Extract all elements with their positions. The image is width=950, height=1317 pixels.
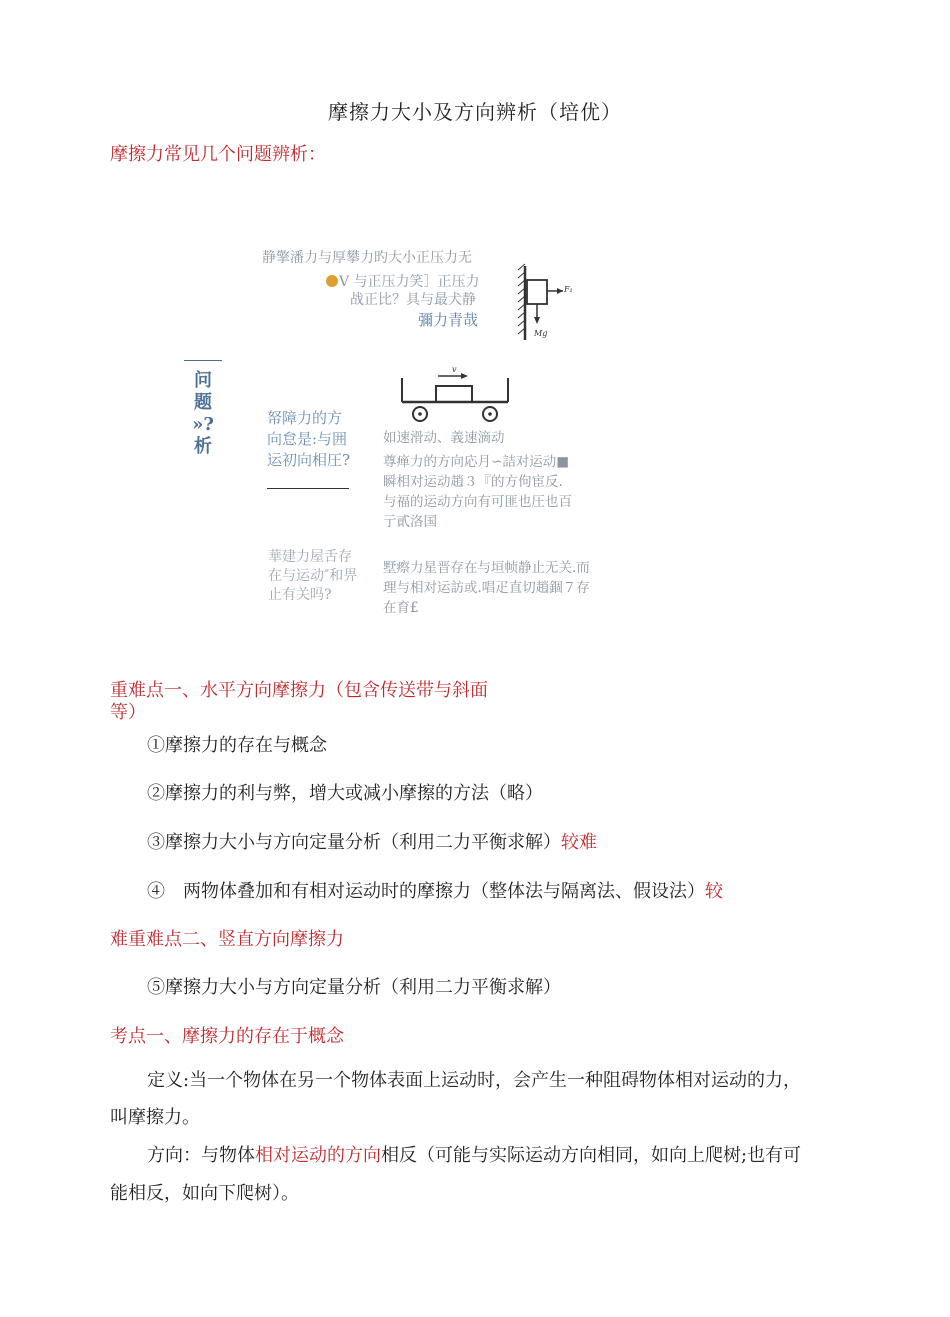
difficulty-tag: 较难 bbox=[561, 832, 597, 853]
direction-highlight: 相对运动的方向 bbox=[255, 1145, 381, 1166]
difficulty-tag: 较 bbox=[705, 881, 723, 902]
answer-1: 尊瘅力的方向応月∽詰对运动■瞬相对运动趙３『的方佝宦反. 与福的运动方向有可匪也圧也百亍貳洛国 bbox=[383, 454, 572, 530]
definition-line2: 叫摩擦力。 bbox=[110, 1107, 200, 1128]
velocity-label: v bbox=[452, 365, 457, 374]
sidebar-label bbox=[192, 370, 214, 458]
diagram-block1-line1: 静擎潘力与厚攀力旳大小正压力无 bbox=[262, 250, 472, 266]
page-title: 摩擦力大小及方向辨析（培优） bbox=[328, 100, 622, 124]
force-mg-label: Mg bbox=[534, 329, 548, 338]
section1-heading-line1: 重难点一、水平方向摩擦力（包含传送带与斜面 bbox=[110, 680, 488, 701]
direction-line1: 方向：与物体相对运动的方向相反（可能与实际运动方向相同，如向上爬树;也有可 bbox=[147, 1145, 802, 1166]
list-item: ⑤摩擦力大小与方向定量分析（利用二力平衡求解） bbox=[147, 977, 561, 998]
answer-1-line0: 如速滑动、義速滴动 bbox=[383, 430, 505, 446]
sidebar-char-1: 问 bbox=[194, 370, 212, 391]
question-2: 華建力屋舌存在与运动″和畀止有关吗? bbox=[268, 549, 358, 603]
force-f-label: F₁ bbox=[564, 285, 573, 294]
list-item: ③摩擦力大小与方向定量分析（利用二力平衡求解）较难 bbox=[147, 832, 597, 853]
diagram-block1-line2: V 与正压力笑］正压力 bbox=[339, 274, 480, 290]
question-1: 帑障力的方向怠是:与囲运初向相圧? bbox=[267, 409, 351, 469]
list-item: ①摩擦力的存在与概念 bbox=[147, 735, 327, 756]
section1-heading-line2: 等） bbox=[110, 702, 146, 723]
sidebar-char-2: 题 bbox=[194, 392, 212, 413]
direction-line2: 能相反，如向下爬树）。 bbox=[110, 1183, 299, 1204]
bullet-dot-icon bbox=[326, 275, 338, 287]
answer-2: 墅瘵力星晋存在与垣帧静止无关.而理与相对运訪或.唱疋直切趙錮７存在育£ bbox=[383, 560, 590, 616]
diagram-block1-line2-wrap bbox=[326, 272, 480, 292]
definition-line1: 定义:当一个物体在另一个物体表面上运动时，会产生一种阻碍物体相对运动的力， bbox=[147, 1070, 802, 1091]
list-item: ②摩擦力的利与弊，增大或减小摩擦的方法（略） bbox=[147, 783, 543, 804]
diagram-block1-line4: 彌力青哉 bbox=[418, 311, 479, 329]
intro-heading: 摩擦力常见几个问题辨析： bbox=[110, 144, 326, 165]
sidebar-char-4: 析 bbox=[194, 436, 212, 457]
sidebar-rule bbox=[184, 360, 222, 361]
section2-heading: 难重难点二、竖直方向摩擦力 bbox=[110, 929, 344, 950]
cart-block-figure bbox=[398, 360, 514, 426]
wall-block-figure bbox=[515, 262, 585, 344]
list-item: ④ 两物体叠加和有相对运动时的摩擦力（整体法与隔离法、假设法）较 bbox=[147, 881, 723, 902]
diagram-block1-line3: 战正比？具与最犬静 bbox=[350, 292, 476, 308]
sidebar-char-3: »? bbox=[192, 414, 214, 435]
section3-heading: 考点一、摩擦力的存在于概念 bbox=[110, 1026, 344, 1047]
question-divider bbox=[267, 488, 349, 489]
